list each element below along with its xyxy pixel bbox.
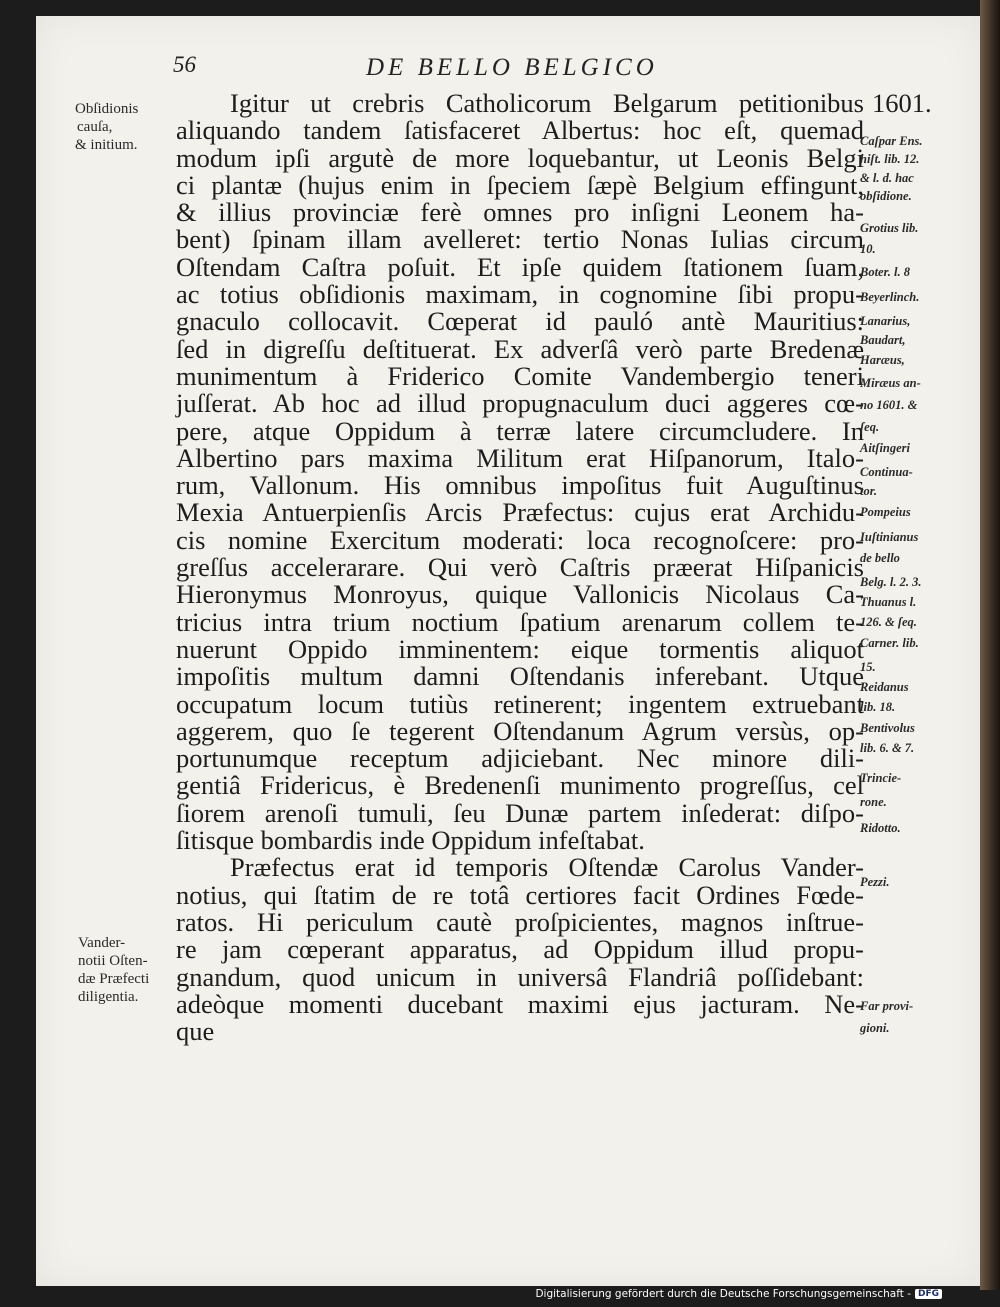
page-number: 56: [173, 52, 196, 77]
right-note: Bentivolus: [860, 721, 915, 735]
text-line: gentiâ Fridericus, è Bredenenſi munimento progreſſus, cel: [176, 770, 864, 801]
text-line: aliquando tandem ſatisfaceret Albertus: hoc eſt, quemad: [176, 115, 864, 146]
dfg-logo: DFG: [915, 1289, 942, 1299]
text-line: ſed in digreſſu deſtituerat. Ex adverſâ verò parte Bredenæ: [176, 333, 864, 364]
right-note: rone.: [860, 795, 887, 809]
text-line: bent) ſpinam illam avelleret: tertio Nonas Iulias circum: [176, 224, 864, 255]
right-note: Beyerlinch.: [860, 290, 920, 304]
text-line: nuerunt Oppido imminentem: eique tormentis aliquot: [176, 633, 864, 664]
text-line: adeòque momenti ducebant maximi ejus jacturam. Ne-: [176, 988, 864, 1019]
right-note: Aitſingeri: [860, 441, 911, 455]
right-note: lib. 6. & 7.: [860, 741, 915, 755]
text-line: [176, 1045, 864, 1072]
right-note: Trincie-: [860, 771, 902, 785]
text-line: pere, atque Oppidum à terræ latere circumcludere. In: [176, 415, 864, 446]
text-line: tricius intra trium noctium ſpatium arenarum collem te-: [176, 606, 864, 637]
right-note: Caſpar Ens.: [860, 134, 923, 148]
right-note: & l. d. hac: [860, 171, 914, 185]
right-note: Lanarius,: [860, 314, 911, 328]
text-line: re jam cœperant apparatus, ad Oppidum illud propu-: [176, 934, 864, 965]
text-line: gnandum, quod unicum in universâ Flandriâ poſſidebant:: [176, 961, 864, 992]
running-title: DE BELLO BELGICO: [366, 54, 658, 81]
right-note: Pezzi.: [860, 875, 890, 889]
right-note: lib. 18.: [860, 700, 896, 714]
text-line: que: [176, 1016, 215, 1047]
text-line: ſiorem arenoſi tumuli, ſeu Dunæ partem inſederat: diſpo-: [176, 797, 864, 828]
main-text: [176, 90, 864, 1073]
right-note: no 1601. &: [860, 398, 918, 412]
right-note: Miræus an-: [860, 376, 921, 390]
text-line: ac totius obſidionis maximam, in cognomine ſibi propu-: [176, 279, 864, 310]
text-line: juſſerat. Ab hoc ad illud propugnaculum duci aggeres cœ-: [176, 388, 864, 419]
right-note: Haræus,: [860, 353, 905, 367]
text-line: ratos. Hi periculum cautè proſpicientes, magnos inſtrue-: [176, 906, 864, 937]
right-note: Reidanus: [860, 680, 909, 694]
text-line: Oſtendam Caſtra poſuit. Et ipſe quidem ſtationem ſuam,: [176, 251, 864, 282]
right-note: 10.: [860, 242, 876, 256]
footer-text: Digitalisierung gefördert durch die Deutsche Forschungsgemeinschaft -: [535, 1288, 911, 1300]
right-note: Carner. lib.: [860, 636, 919, 650]
left-note-vandernotii: Vander- notii Oſten- dæ Præfecti diligentia.: [78, 935, 150, 1005]
right-note: Far provi-: [860, 999, 914, 1013]
left-note-obsidionis: Obſidionis cauſa, & initium.: [75, 101, 139, 153]
text-line: occupatum locum tutiùs retinerent; ingentem extruebant: [176, 688, 864, 719]
text-line: Præfectus erat id temporis Oſtendæ Carolus Vander-: [230, 852, 864, 883]
right-note: tor.: [860, 484, 878, 498]
text-line: Igitur ut crebris Catholicorum Belgarum petitionibus: [230, 88, 864, 118]
right-note: Continua-: [860, 465, 913, 479]
text-line: cis nomine Exercitum moderati: loca recognoſcere: pro-: [176, 524, 864, 555]
right-note: de bello: [860, 551, 900, 565]
year-margin: 1601.: [872, 88, 932, 118]
right-note: Pompeius: [860, 505, 911, 519]
text-line: notius, qui ſtatim de re totâ certiores facit Ordines Fœde-: [176, 879, 864, 910]
text-line: Hieronymus Monroyus, quique Vallonicis Nicolaus Ca-: [176, 579, 864, 610]
right-note: Grotius lib.: [860, 221, 919, 235]
right-note: Ridotto.: [860, 821, 901, 835]
right-note: hiſt. lib. 12.: [860, 152, 920, 166]
right-note: Iuſtinianus: [860, 530, 919, 544]
text-line: ci plantæ (hujus enim in ſpeciem ſæpè Belgium effingunt,: [176, 169, 864, 200]
right-note: ſeq.: [860, 420, 880, 434]
text-line: portunumque receptum adjiciebant. Nec minore dili-: [176, 743, 864, 774]
right-note: Belg. l. 2. 3.: [860, 575, 922, 589]
text-line: Mexia Antuerpienſis Arcis Præfectus: cujus erat Archidu-: [176, 497, 864, 528]
right-note: Baudart,: [860, 333, 906, 347]
right-note: obſidione.: [860, 189, 912, 203]
right-note: 15.: [860, 660, 876, 674]
text-line: aggerem, quo ſe tegerent Oſtendanum Agrum versùs, op-: [176, 715, 864, 746]
text-line: rum, Vallonum. His omnibus impoſitus fuit Auguſtinus: [176, 470, 864, 501]
book-edge: [980, 0, 1000, 1290]
text-line: gnaculo collocavit. Cœperat id pauló antè Mauritius:: [176, 306, 864, 337]
text-line: Albertino pars maxima Militum erat Hiſpanorum, Italo-: [176, 442, 864, 473]
footer: [535, 1288, 942, 1300]
text-line: impoſitis multum damni Oſtendanis inferebant. Utque: [176, 661, 864, 692]
text-line: modum ipſi argutè de more loquebantur, ut Leonis Belgi: [176, 142, 864, 173]
text-line: & illius provinciæ ferè omnes pro inſigni Leonem ha-: [176, 197, 864, 228]
right-note: Boter. l. 8: [860, 265, 911, 279]
right-note: 126. & ſeq.: [860, 615, 917, 629]
right-note: Thuanus l.: [860, 595, 917, 609]
text-line: munimentum à Friderico Comite Vandembergio teneri: [176, 360, 864, 391]
text-line: greſſus accelerarare. Qui verò Caſtris præerat Hiſpanicis: [176, 552, 864, 583]
right-note: gioni.: [860, 1021, 890, 1035]
text-line: ſitisque bombardis inde Oppidum infeſtabat.: [176, 825, 645, 856]
